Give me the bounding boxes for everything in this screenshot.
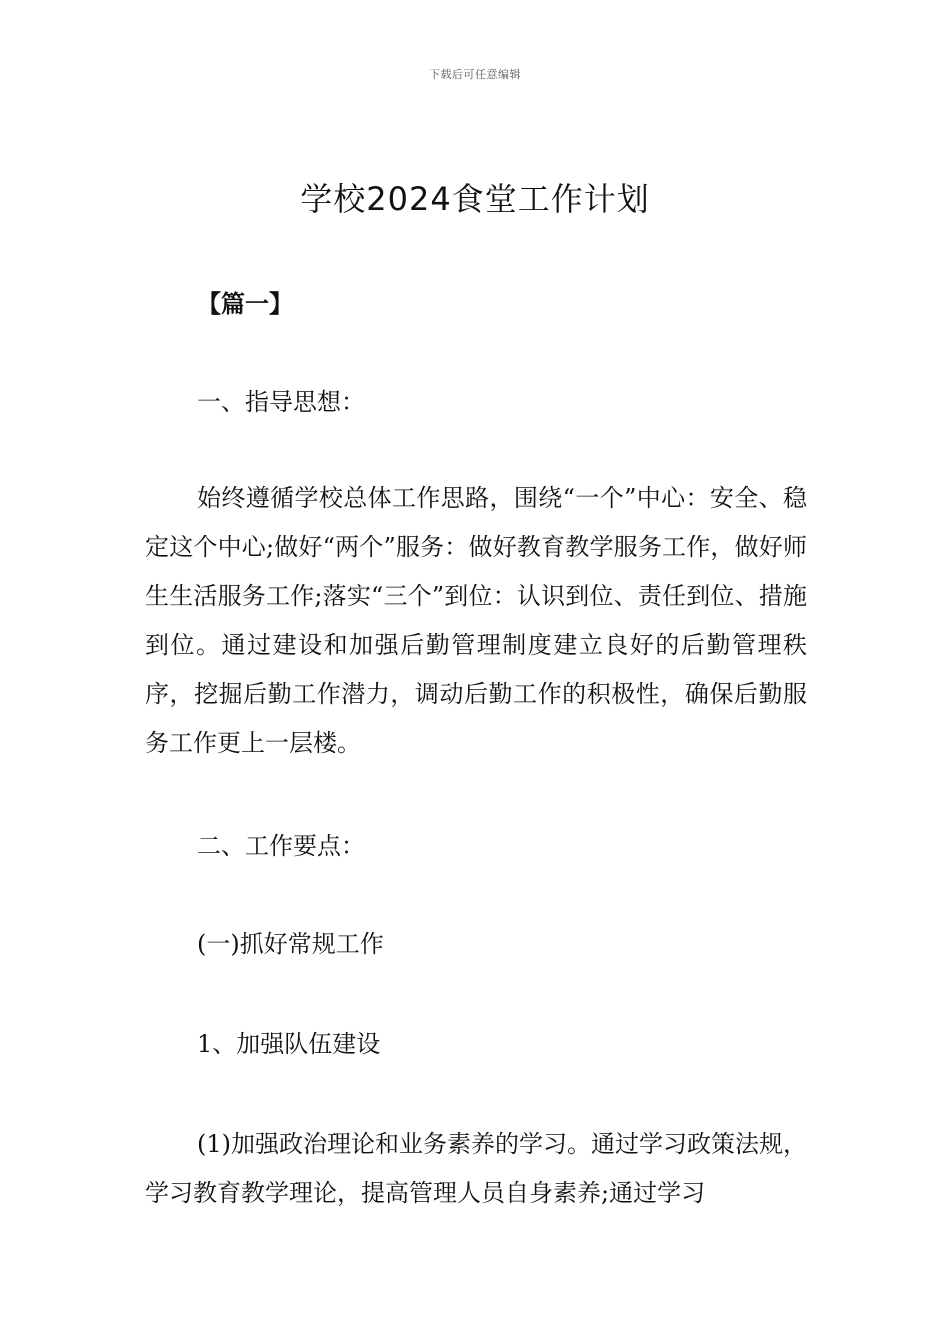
heading-routine-work: (一)抓好常规工作 (197, 930, 384, 958)
paragraph-team-building: (1)加强政治理论和业务素养的学习。通过学习政策法规，学习教育教学理论，提高管理人员自身素养;通过学习 (145, 1130, 807, 1207)
header-note: 下载后可任意编辑 (429, 68, 521, 81)
heading-work-points: 二、工作要点： (197, 832, 365, 860)
heading-guiding-thought: 一、指导思想： (197, 388, 365, 416)
heading-team-building: 1、加强队伍建设 (197, 1030, 381, 1058)
document-title: 学校2024食堂工作计划 (300, 180, 650, 218)
paragraph-guiding-thought: 始终遵循学校总体工作思路，围绕“一个”中心：安全、稳定这个中心;做好“两个”服务：做好教育教学服务工作，做好师生生活服务工作;落实“三个”到位：认识到位、责任到位、措施到位。通过建设和加强后勤管理制度建立良好的后勤管理秩序，挖掘后勤工作潜力，调动后勤工作的积极性，确保后勤服务工作更上一层楼。 (145, 484, 807, 757)
section-tag: 【篇一】 (197, 290, 293, 318)
